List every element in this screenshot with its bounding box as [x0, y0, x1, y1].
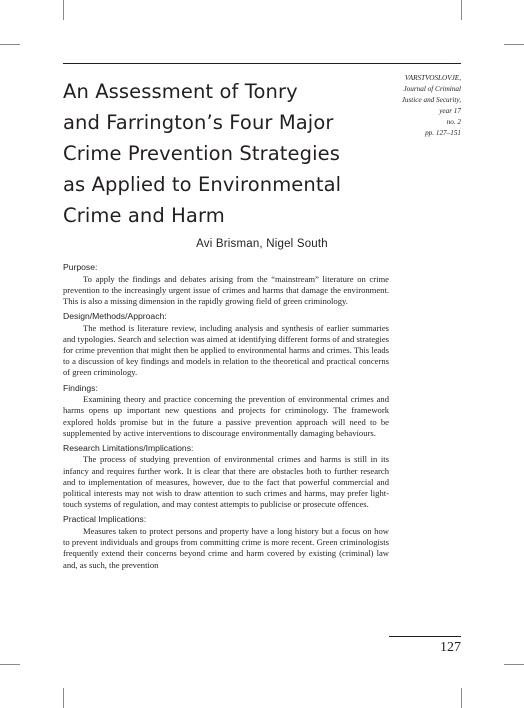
footer-rule	[389, 636, 461, 637]
page-number: 127	[440, 640, 461, 655]
abstract-section	[63, 443, 389, 511]
crop-mark	[63, 0, 64, 20]
paper-title: An Assessment of Tonry and Farrington’s Four Major Crime Prevention Strategies as Applied to Environmental Crime and Harm	[63, 80, 342, 227]
crop-mark	[504, 664, 524, 665]
structured-abstract	[63, 262, 389, 575]
section-heading: Purpose:	[63, 262, 98, 272]
journal-info	[380, 73, 461, 139]
section-heading: Design/Methods/Approach:	[63, 311, 167, 322]
section-body: To apply the findings and debates arising from the “mainstream” literature on crime prevention to the increasingly urgent issue of crimes and harms that damage the environment. This is also a missing dimension in the rapidly growing field of green criminology.	[63, 273, 389, 306]
abstract-section	[63, 311, 389, 379]
section-body: Measures taken to protect persons and property have a long history but a focus on how to prevent individuals and groups from committing crime is more recent. Green criminologists frequently extend their concerns beyond crime and harm covered by existing (criminal) law and, as such, the prevention	[63, 525, 389, 570]
crop-mark	[461, 688, 462, 708]
journal-year: year 17	[439, 107, 461, 115]
section-heading: Research Limitations/Implications:	[63, 442, 194, 453]
section-body: The method is literature review, including analysis and synthesis of earlier summaries and typologies. Search and selection was aimed at identifying different forms of and strategies for crime prevention that might then be applied to environmental harms and crimes. This leads to a discussion of key findings and models in relation to the theoretical and practical concerns of green criminology.	[63, 322, 389, 378]
crop-mark	[63, 688, 64, 708]
crop-mark	[0, 664, 20, 665]
section-body: The process of studying prevention of environmental crimes and harms is still in its infancy and requires further work. It is clear that there are obstacles both to further research and to implementation of measures, however, due to the fact that powerful commercial and political interests may not wish to draw attention to such crimes and harms, may prefer light-touch systems of regulation, and may contest attempts to publicise or prosecute offences.	[63, 454, 389, 510]
journal-issue: no. 2	[446, 118, 461, 126]
journal-name: VARSTVOSLOVJE,	[404, 74, 461, 82]
author-list: Avi Brisman, Nigel South	[196, 238, 328, 250]
abstract-section	[63, 383, 389, 439]
journal-subtitle: Justice and Security,	[401, 96, 461, 104]
journal-pages: pp. 127–151	[425, 129, 461, 137]
abstract-section	[63, 514, 389, 570]
section-body: Examining theory and practice concerning the prevention of environmental crimes and harms opens up important new questions and projects for criminology. The framework explored holds promise but in the future a passive prevention approach will need to be supplemented by active interventions to discourage environmentally damaging behaviours.	[63, 394, 389, 438]
section-heading: Findings:	[63, 382, 98, 393]
journal-subtitle: Journal of Criminal	[403, 85, 461, 93]
header-rule	[63, 63, 461, 64]
crop-mark	[0, 44, 20, 45]
crop-mark	[504, 44, 524, 45]
abstract-section	[63, 262, 389, 307]
section-heading: Practical Implications:	[63, 514, 147, 525]
crop-mark	[461, 0, 462, 20]
